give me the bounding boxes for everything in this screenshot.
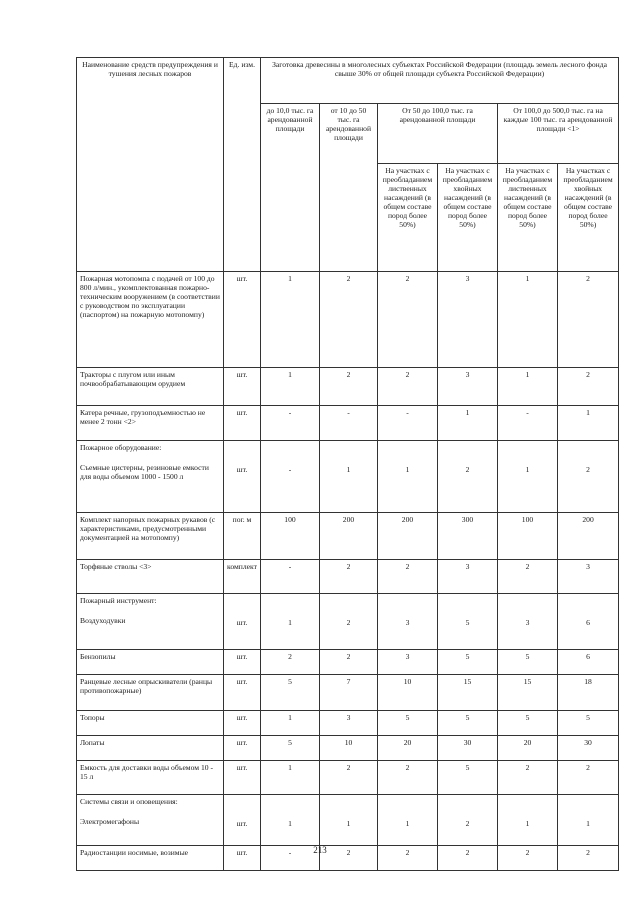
row-value-cell: 1 <box>498 795 558 846</box>
page-number: 213 <box>313 845 327 855</box>
row-value-cell: - <box>261 441 320 513</box>
row-value-cell: 1 <box>261 711 320 736</box>
row-name-cell <box>77 650 224 675</box>
row-value-cell: 2 <box>320 560 378 594</box>
row-value-cell: 2 <box>378 560 438 594</box>
row-value-cell: 5 <box>558 711 619 736</box>
row-value-cell: 2 <box>378 272 438 368</box>
row-value-cell: - <box>261 560 320 594</box>
row-value-cell: 1 <box>498 368 558 406</box>
row-unit-cell: шт. <box>224 406 261 441</box>
table-row <box>77 441 619 513</box>
row-name-cell <box>77 761 224 795</box>
row-value-cell: 1 <box>498 272 558 368</box>
row-value-cell: 3 <box>438 560 498 594</box>
row-name: Топоры <box>80 713 105 722</box>
table-row <box>77 795 619 846</box>
table-row <box>77 736 619 761</box>
row-value-cell: 2 <box>438 846 498 871</box>
row-value-cell: 15 <box>498 675 558 711</box>
row-value-cell: 2 <box>320 761 378 795</box>
row-value-cell: 30 <box>558 736 619 761</box>
header-unit-column: Ед. изм. <box>224 58 261 272</box>
row-value-cell: 5 <box>378 711 438 736</box>
header-group-4: От 100,0 до 500,0 тыс. га на каждые 100 тыс. га арендованной площади <1> <box>498 104 619 164</box>
row-value-cell: 20 <box>378 736 438 761</box>
row-name: Радиостанции носимые, возимые <box>80 848 189 857</box>
row-value-cell: 30 <box>438 736 498 761</box>
row-value-cell: 5 <box>438 761 498 795</box>
row-name-cell <box>77 368 224 406</box>
row-unit-cell: шт. <box>224 368 261 406</box>
row-name-cell <box>77 406 224 441</box>
row-name-cell <box>77 441 224 513</box>
row-value-cell: 2 <box>261 650 320 675</box>
row-value-cell: 3 <box>498 594 558 650</box>
row-name-cell <box>77 594 224 650</box>
row-value-cell: 15 <box>438 675 498 711</box>
table-row <box>77 513 619 560</box>
row-unit-cell: шт. <box>224 736 261 761</box>
row-name: Емкость для доставки воды объемом 10 - 15 л <box>80 763 213 781</box>
row-value-cell: 2 <box>438 441 498 513</box>
row-name: Торфяные стволы <3> <box>80 562 152 571</box>
group-heading: Пожарное оборудование: <box>80 443 162 452</box>
row-unit-cell: комплект <box>224 560 261 594</box>
row-value-cell: 2 <box>558 846 619 871</box>
row-value-cell: 2 <box>378 368 438 406</box>
row-name: Воздуходувки <box>80 616 126 625</box>
row-unit-cell: шт. <box>224 441 261 513</box>
row-value-cell: 1 <box>320 795 378 846</box>
row-value-cell: 1 <box>261 368 320 406</box>
row-unit-cell: шт. <box>224 761 261 795</box>
row-value-cell: 20 <box>498 736 558 761</box>
row-value-cell: 2 <box>320 650 378 675</box>
row-unit-cell: пог. м <box>224 513 261 560</box>
row-value-cell: - <box>261 846 320 871</box>
row-name: Катера речные, грузоподъемностью не менее 2 тонн <2> <box>80 408 206 426</box>
row-name: Электромегафоны <box>80 817 140 826</box>
row-name-cell <box>77 711 224 736</box>
row-name: Съемные цистерны, резиновые емкости для воды объемом 1000 - 1500 л <box>80 463 209 481</box>
row-value-cell: 5 <box>498 711 558 736</box>
row-value-cell: 2 <box>498 846 558 871</box>
row-value-cell: 2 <box>320 594 378 650</box>
table-row <box>77 560 619 594</box>
row-value-cell: 1 <box>438 406 498 441</box>
row-value-cell: 200 <box>558 513 619 560</box>
header-name-column: Наименование средств предупреждения и тушения лесных пожаров <box>77 58 224 272</box>
header-span-title: Заготовка древесины в многолесных субъектах Российской Федерации (площадь земель лесного фонда свыше 30% от общей площади субъекта Российской Федерации) <box>261 58 619 104</box>
row-value-cell: 1 <box>558 406 619 441</box>
row-value-cell: 2 <box>558 368 619 406</box>
row-value-cell: 2 <box>320 272 378 368</box>
row-value-cell: 2 <box>498 560 558 594</box>
row-value-cell: 2 <box>320 368 378 406</box>
row-value-cell: - <box>498 406 558 441</box>
row-name: Бензопилы <box>80 652 116 661</box>
row-value-cell: 100 <box>498 513 558 560</box>
row-name-cell <box>77 736 224 761</box>
header-group-2: от 10 до 50 тыс. га арендованной площади <box>320 104 378 272</box>
row-value-cell: 1 <box>261 795 320 846</box>
row-unit-cell: шт. <box>224 272 261 368</box>
row-value-cell: 3 <box>558 560 619 594</box>
row-value-cell: 1 <box>261 761 320 795</box>
row-value-cell: 1 <box>320 441 378 513</box>
row-value-cell: 5 <box>261 736 320 761</box>
row-value-cell: 2 <box>378 761 438 795</box>
row-name: Пожарная мотопомпа с подачей от 100 до 800 л/мин., укомплектованная пожарно-техническим вооружением (в соответствии с руководством по эксплуатации (паспортом) на пожарную мотопомпу) <box>80 274 220 319</box>
row-unit-cell: шт. <box>224 650 261 675</box>
row-value-cell: 1 <box>378 795 438 846</box>
row-value-cell: 10 <box>378 675 438 711</box>
header-sub-deciduous: На участках с преобладанием лиственных насаждений (в общем составе пород более 50%) <box>498 164 558 272</box>
row-value-cell: - <box>378 406 438 441</box>
row-value-cell: 2 <box>438 795 498 846</box>
row-value-cell: 3 <box>378 650 438 675</box>
row-name: Тракторы с плугом или иным почвообрабатывающим орудием <box>80 370 186 388</box>
row-unit-cell: шт. <box>224 594 261 650</box>
row-value-cell: 1 <box>378 441 438 513</box>
header-sub-deciduous: На участках с преобладанием лиственных насаждений (в общем составе пород более 50%) <box>378 164 438 272</box>
row-value-cell: 6 <box>558 650 619 675</box>
group-heading: Системы связи и оповещения: <box>80 797 178 806</box>
row-value-cell: 2 <box>320 846 378 871</box>
row-value-cell: 18 <box>558 675 619 711</box>
row-value-cell: 100 <box>261 513 320 560</box>
row-value-cell: 5 <box>498 650 558 675</box>
row-value-cell: 5 <box>438 711 498 736</box>
row-value-cell: 200 <box>320 513 378 560</box>
row-name: Ранцевые лесные опрыскиватели (ранцы противопожарные) <box>80 677 213 695</box>
row-value-cell: 2 <box>498 761 558 795</box>
row-value-cell: 2 <box>558 272 619 368</box>
table-row <box>77 272 619 368</box>
row-value-cell: 5 <box>438 594 498 650</box>
table-row <box>77 650 619 675</box>
row-name-cell <box>77 272 224 368</box>
group-heading: Пожарный инструмент: <box>80 596 157 605</box>
row-unit-cell: шт. <box>224 675 261 711</box>
row-value-cell: - <box>261 406 320 441</box>
row-value-cell: 10 <box>320 736 378 761</box>
row-name-cell <box>77 675 224 711</box>
row-name-cell <box>77 513 224 560</box>
row-value-cell: 5 <box>261 675 320 711</box>
row-name: Лопаты <box>80 738 105 747</box>
row-unit-cell: шт. <box>224 711 261 736</box>
row-value-cell: 200 <box>378 513 438 560</box>
equipment-norms-table <box>76 57 619 871</box>
row-unit-cell: шт. <box>224 795 261 846</box>
header-sub-coniferous: На участках с преобладанием хвойных насаждений (в общем составе пород более 50%) <box>558 164 619 272</box>
row-value-cell: 3 <box>438 368 498 406</box>
row-value-cell: 1 <box>261 272 320 368</box>
row-value-cell: 2 <box>558 761 619 795</box>
table-row <box>77 711 619 736</box>
table-row <box>77 594 619 650</box>
row-value-cell: 1 <box>498 441 558 513</box>
row-value-cell: 2 <box>558 441 619 513</box>
row-value-cell: 6 <box>558 594 619 650</box>
table-row <box>77 675 619 711</box>
table-row <box>77 761 619 795</box>
row-value-cell: - <box>320 406 378 441</box>
row-value-cell: 5 <box>438 650 498 675</box>
row-name-cell <box>77 560 224 594</box>
row-unit-cell: шт. <box>224 846 261 871</box>
header-sub-coniferous: На участках с преобладанием хвойных насаждений (в общем составе пород более 50%) <box>438 164 498 272</box>
header-group-1: до 10,0 тыс. га арендованной площади <box>261 104 320 272</box>
row-value-cell: 1 <box>558 795 619 846</box>
row-name: Комплект напорных пожарных рукавов (с характеристиками, предусмотренными документацией на мотопомпу) <box>80 515 216 542</box>
row-name-cell <box>77 795 224 846</box>
row-value-cell: 1 <box>261 594 320 650</box>
row-value-cell: 2 <box>378 846 438 871</box>
table-row <box>77 368 619 406</box>
row-value-cell: 7 <box>320 675 378 711</box>
row-value-cell: 3 <box>320 711 378 736</box>
row-value-cell: 300 <box>438 513 498 560</box>
row-value-cell: 3 <box>378 594 438 650</box>
header-group-3: От 50 до 100,0 тыс. га арендованной площади <box>378 104 498 164</box>
table-row <box>77 406 619 441</box>
row-value-cell: 3 <box>438 272 498 368</box>
